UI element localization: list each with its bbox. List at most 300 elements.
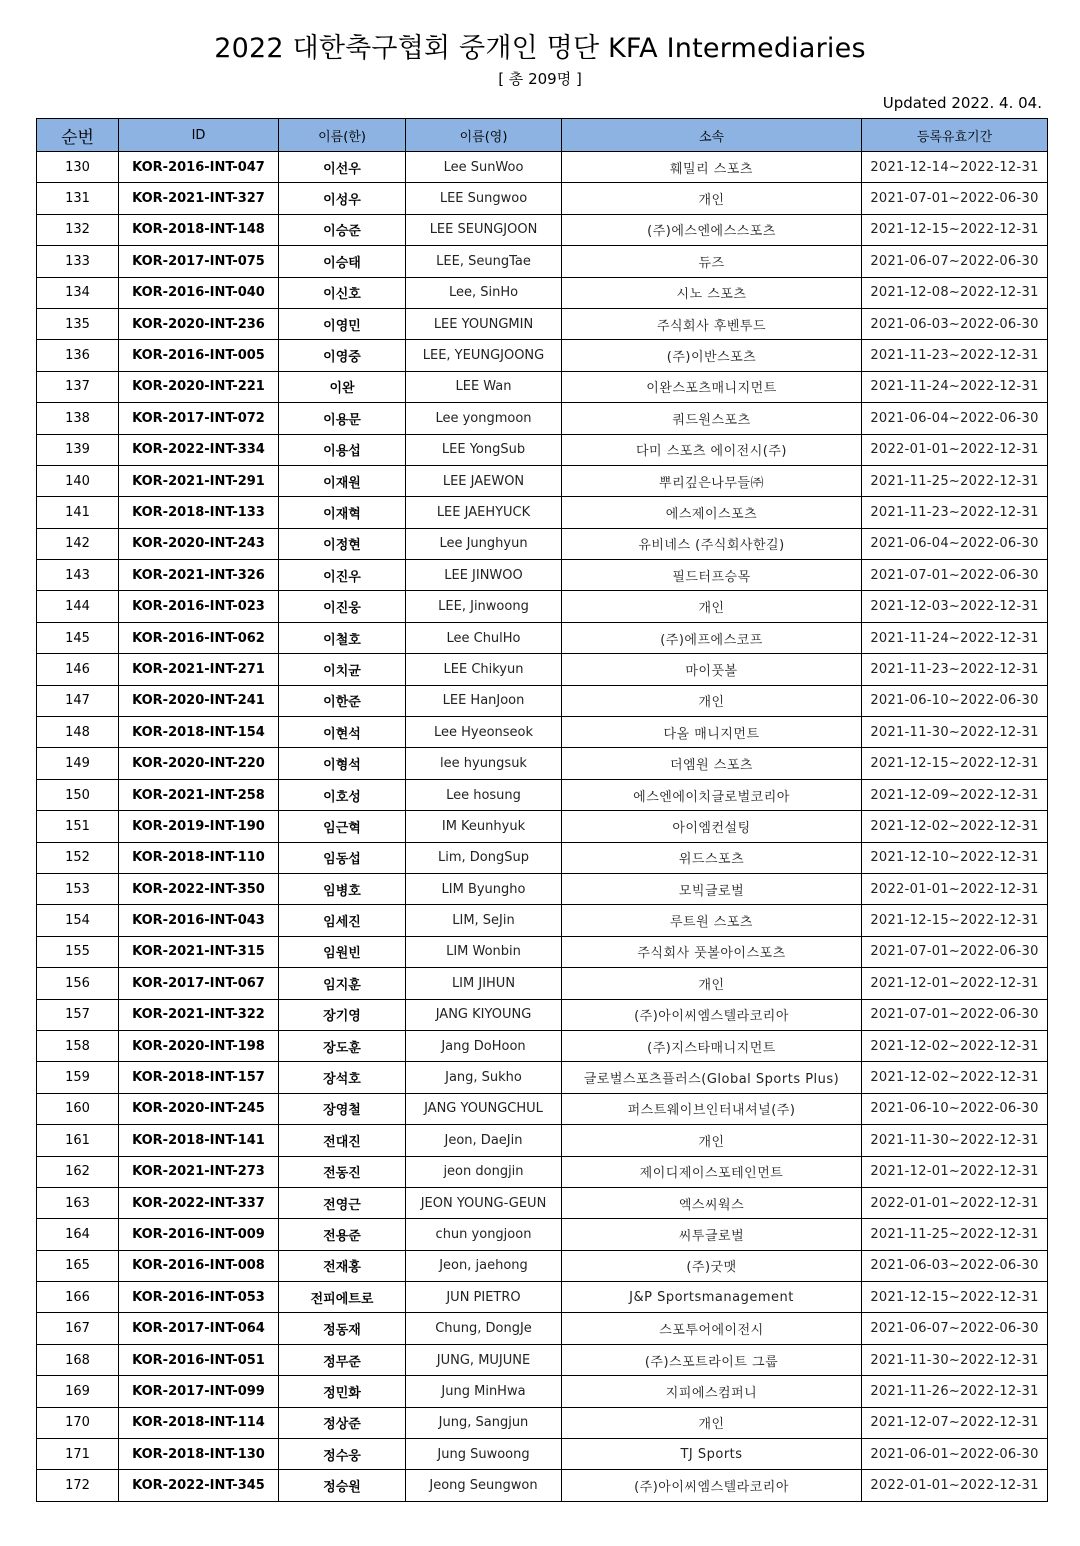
korean-name-cell: 임동섭 xyxy=(279,842,406,873)
column-header-registration-period: 등록유효기간 xyxy=(862,119,1048,152)
row-number-cell: 137 xyxy=(37,371,119,402)
korean-name-cell: 정상준 xyxy=(279,1407,406,1438)
row-number-cell: 132 xyxy=(37,214,119,245)
affiliation-cell: 시노 스포츠 xyxy=(562,277,862,308)
affiliation-cell: (주)아이씨엠스텔라코리아 xyxy=(562,999,862,1030)
row-number-cell: 153 xyxy=(37,873,119,904)
row-number-cell: 151 xyxy=(37,811,119,842)
intermediary-id-cell: KOR-2016-INT-023 xyxy=(119,591,279,622)
intermediary-id-cell: KOR-2019-INT-190 xyxy=(119,811,279,842)
registration-period-cell: 2021-11-30~2022-12-31 xyxy=(862,717,1048,748)
intermediary-id-cell: KOR-2017-INT-072 xyxy=(119,403,279,434)
registration-period-cell: 2021-11-25~2022-12-31 xyxy=(862,1219,1048,1250)
table-body xyxy=(37,152,1048,1502)
registration-period-cell: 2021-12-03~2022-12-31 xyxy=(862,591,1048,622)
registration-period-cell: 2021-11-24~2022-12-31 xyxy=(862,371,1048,402)
table-row xyxy=(37,246,1048,277)
row-number-cell: 138 xyxy=(37,403,119,434)
korean-name-cell: 전대진 xyxy=(279,1125,406,1156)
korean-name-cell: 이정현 xyxy=(279,528,406,559)
table-row xyxy=(37,308,1048,339)
english-name-cell: LEE, SeungTae xyxy=(406,246,562,277)
korean-name-cell: 이한준 xyxy=(279,685,406,716)
korean-name-cell: 전용준 xyxy=(279,1219,406,1250)
intermediary-id-cell: KOR-2016-INT-053 xyxy=(119,1282,279,1313)
registration-period-cell: 2021-07-01~2022-06-30 xyxy=(862,560,1048,591)
korean-name-cell: 이현석 xyxy=(279,717,406,748)
english-name-cell: LEE Chikyun xyxy=(406,654,562,685)
intermediary-id-cell: KOR-2021-INT-322 xyxy=(119,999,279,1030)
table-row xyxy=(37,528,1048,559)
affiliation-cell: 다올 매니지먼트 xyxy=(562,717,862,748)
row-number-cell: 159 xyxy=(37,1062,119,1093)
affiliation-cell: 개인 xyxy=(562,685,862,716)
row-number-cell: 167 xyxy=(37,1313,119,1344)
registration-period-cell: 2021-06-07~2022-06-30 xyxy=(862,1313,1048,1344)
intermediary-id-cell: KOR-2020-INT-245 xyxy=(119,1093,279,1124)
table-row xyxy=(37,152,1048,183)
updated-date: Updated 2022. 4. 04. xyxy=(882,94,1042,112)
table-row xyxy=(37,654,1048,685)
registration-period-cell: 2021-11-30~2022-12-31 xyxy=(862,1125,1048,1156)
korean-name-cell: 이선우 xyxy=(279,152,406,183)
english-name-cell: Jeong Seungwon xyxy=(406,1470,562,1501)
intermediary-id-cell: KOR-2022-INT-350 xyxy=(119,873,279,904)
affiliation-cell: 주식회사 후벤투드 xyxy=(562,308,862,339)
affiliation-cell: 주식회사 풋볼아이스포츠 xyxy=(562,936,862,967)
affiliation-cell: 필드터프승목 xyxy=(562,560,862,591)
korean-name-cell: 이재혁 xyxy=(279,497,406,528)
intermediary-id-cell: KOR-2020-INT-198 xyxy=(119,1030,279,1061)
row-number-cell: 168 xyxy=(37,1344,119,1375)
english-name-cell: Jang, Sukho xyxy=(406,1062,562,1093)
affiliation-cell: TJ Sports xyxy=(562,1439,862,1470)
registration-period-cell: 2021-06-10~2022-06-30 xyxy=(862,1093,1048,1124)
intermediary-id-cell: KOR-2020-INT-243 xyxy=(119,528,279,559)
affiliation-cell: 루트원 스포츠 xyxy=(562,905,862,936)
affiliation-cell: 지피에스컴퍼니 xyxy=(562,1376,862,1407)
intermediary-id-cell: KOR-2016-INT-047 xyxy=(119,152,279,183)
registration-period-cell: 2021-12-14~2022-12-31 xyxy=(862,152,1048,183)
table-row xyxy=(37,748,1048,779)
english-name-cell: LEE JAEHYUCK xyxy=(406,497,562,528)
table-row xyxy=(37,622,1048,653)
korean-name-cell: 이진웅 xyxy=(279,591,406,622)
row-number-cell: 140 xyxy=(37,465,119,496)
english-name-cell: LIM, SeJin xyxy=(406,905,562,936)
table-row xyxy=(37,1187,1048,1218)
registration-period-cell: 2021-12-01~2022-12-31 xyxy=(862,968,1048,999)
intermediary-id-cell: KOR-2020-INT-236 xyxy=(119,308,279,339)
row-number-cell: 166 xyxy=(37,1282,119,1313)
english-name-cell: LEE HanJoon xyxy=(406,685,562,716)
korean-name-cell: 임세진 xyxy=(279,905,406,936)
intermediary-id-cell: KOR-2018-INT-154 xyxy=(119,717,279,748)
english-name-cell: Jeon, jaehong xyxy=(406,1250,562,1281)
intermediary-id-cell: KOR-2018-INT-141 xyxy=(119,1125,279,1156)
table-row xyxy=(37,1219,1048,1250)
affiliation-cell: (주)에프에스코프 xyxy=(562,622,862,653)
intermediary-id-cell: KOR-2022-INT-345 xyxy=(119,1470,279,1501)
table-row xyxy=(37,905,1048,936)
korean-name-cell: 이완 xyxy=(279,371,406,402)
english-name-cell: LIM Wonbin xyxy=(406,936,562,967)
intermediary-id-cell: KOR-2016-INT-040 xyxy=(119,277,279,308)
table-row xyxy=(37,685,1048,716)
registration-period-cell: 2021-11-23~2022-12-31 xyxy=(862,654,1048,685)
english-name-cell: chun yongjoon xyxy=(406,1219,562,1250)
registration-period-cell: 2021-11-23~2022-12-31 xyxy=(862,497,1048,528)
registration-period-cell: 2021-11-23~2022-12-31 xyxy=(862,340,1048,371)
row-number-cell: 152 xyxy=(37,842,119,873)
table-row xyxy=(37,1250,1048,1281)
affiliation-cell: 쿼드원스포츠 xyxy=(562,403,862,434)
table-row xyxy=(37,717,1048,748)
table-row xyxy=(37,873,1048,904)
registration-period-cell: 2021-12-01~2022-12-31 xyxy=(862,1156,1048,1187)
korean-name-cell: 이치균 xyxy=(279,654,406,685)
english-name-cell: Lee Hyeonseok xyxy=(406,717,562,748)
affiliation-cell: 뿌리깊은나무들㈜ xyxy=(562,465,862,496)
intermediaries-table xyxy=(36,118,1048,1502)
english-name-cell: Lee yongmoon xyxy=(406,403,562,434)
intermediary-id-cell: KOR-2021-INT-291 xyxy=(119,465,279,496)
intermediary-id-cell: KOR-2021-INT-271 xyxy=(119,654,279,685)
row-number-cell: 149 xyxy=(37,748,119,779)
registration-period-cell: 2021-07-01~2022-06-30 xyxy=(862,936,1048,967)
column-header-korean-name: 이름(한) xyxy=(279,119,406,152)
affiliation-cell: (주)스포트라이트 그룹 xyxy=(562,1344,862,1375)
intermediary-id-cell: KOR-2017-INT-067 xyxy=(119,968,279,999)
row-number-cell: 147 xyxy=(37,685,119,716)
registration-period-cell: 2022-01-01~2022-12-31 xyxy=(862,873,1048,904)
registration-period-cell: 2021-12-02~2022-12-31 xyxy=(862,1030,1048,1061)
affiliation-cell: 개인 xyxy=(562,1407,862,1438)
registration-period-cell: 2021-12-15~2022-12-31 xyxy=(862,1282,1048,1313)
affiliation-cell: 글로벌스포츠플러스(Global Sports Plus) xyxy=(562,1062,862,1093)
affiliation-cell: 개인 xyxy=(562,1125,862,1156)
total-count: [ 총 209명 ] xyxy=(498,70,582,88)
affiliation-cell: (주)아이씨엠스텔라코리아 xyxy=(562,1470,862,1501)
table-row xyxy=(37,1313,1048,1344)
registration-period-cell: 2022-01-01~2022-12-31 xyxy=(862,1187,1048,1218)
korean-name-cell: 전재홍 xyxy=(279,1250,406,1281)
registration-period-cell: 2021-12-08~2022-12-31 xyxy=(862,277,1048,308)
table-row xyxy=(37,403,1048,434)
korean-name-cell: 정무준 xyxy=(279,1344,406,1375)
affiliation-cell: 모빅글로벌 xyxy=(562,873,862,904)
english-name-cell: LEE SEUNGJOON xyxy=(406,214,562,245)
korean-name-cell: 전동진 xyxy=(279,1156,406,1187)
column-header-affiliation: 소속 xyxy=(562,119,862,152)
korean-name-cell: 이형석 xyxy=(279,748,406,779)
registration-period-cell: 2021-12-10~2022-12-31 xyxy=(862,842,1048,873)
registration-period-cell: 2021-06-03~2022-06-30 xyxy=(862,308,1048,339)
intermediary-id-cell: KOR-2016-INT-062 xyxy=(119,622,279,653)
row-number-cell: 171 xyxy=(37,1439,119,1470)
registration-period-cell: 2021-11-24~2022-12-31 xyxy=(862,622,1048,653)
korean-name-cell: 정수웅 xyxy=(279,1439,406,1470)
english-name-cell: LEE YongSub xyxy=(406,434,562,465)
affiliation-cell: (주)굿맷 xyxy=(562,1250,862,1281)
intermediary-id-cell: KOR-2018-INT-110 xyxy=(119,842,279,873)
table-row xyxy=(37,434,1048,465)
affiliation-cell: 유비네스 (주식회사한길) xyxy=(562,528,862,559)
registration-period-cell: 2021-07-01~2022-06-30 xyxy=(862,999,1048,1030)
row-number-cell: 146 xyxy=(37,654,119,685)
row-number-cell: 164 xyxy=(37,1219,119,1250)
intermediary-id-cell: KOR-2018-INT-133 xyxy=(119,497,279,528)
table-row xyxy=(37,1093,1048,1124)
registration-period-cell: 2021-06-01~2022-06-30 xyxy=(862,1439,1048,1470)
registration-period-cell: 2022-01-01~2022-12-31 xyxy=(862,1470,1048,1501)
korean-name-cell: 이영민 xyxy=(279,308,406,339)
table-row xyxy=(37,1282,1048,1313)
korean-name-cell: 이용섭 xyxy=(279,434,406,465)
registration-period-cell: 2021-06-04~2022-06-30 xyxy=(862,403,1048,434)
registration-period-cell: 2021-11-26~2022-12-31 xyxy=(862,1376,1048,1407)
row-number-cell: 154 xyxy=(37,905,119,936)
english-name-cell: Lim, DongSup xyxy=(406,842,562,873)
row-number-cell: 142 xyxy=(37,528,119,559)
row-number-cell: 160 xyxy=(37,1093,119,1124)
table-row xyxy=(37,936,1048,967)
korean-name-cell: 이철호 xyxy=(279,622,406,653)
affiliation-cell: 제이디제이스포테인먼트 xyxy=(562,1156,862,1187)
affiliation-cell: 이완스포츠매니지먼트 xyxy=(562,371,862,402)
row-number-cell: 163 xyxy=(37,1187,119,1218)
intermediary-id-cell: KOR-2018-INT-148 xyxy=(119,214,279,245)
registration-period-cell: 2021-06-10~2022-06-30 xyxy=(862,685,1048,716)
row-number-cell: 170 xyxy=(37,1407,119,1438)
table-row xyxy=(37,1376,1048,1407)
korean-name-cell: 장기영 xyxy=(279,999,406,1030)
row-number-cell: 161 xyxy=(37,1125,119,1156)
english-name-cell: LEE YOUNGMIN xyxy=(406,308,562,339)
registration-period-cell: 2021-12-07~2022-12-31 xyxy=(862,1407,1048,1438)
korean-name-cell: 장도훈 xyxy=(279,1030,406,1061)
english-name-cell: LEE Wan xyxy=(406,371,562,402)
registration-period-cell: 2021-06-07~2022-06-30 xyxy=(862,246,1048,277)
korean-name-cell: 이용문 xyxy=(279,403,406,434)
intermediary-id-cell: KOR-2021-INT-273 xyxy=(119,1156,279,1187)
korean-name-cell: 전피에트로 xyxy=(279,1282,406,1313)
affiliation-cell: 위드스포츠 xyxy=(562,842,862,873)
table-row xyxy=(37,214,1048,245)
row-number-cell: 148 xyxy=(37,717,119,748)
affiliation-cell: 스포투어에이전시 xyxy=(562,1313,862,1344)
english-name-cell: Jung, Sangjun xyxy=(406,1407,562,1438)
registration-period-cell: 2021-07-01~2022-06-30 xyxy=(862,183,1048,214)
table-row xyxy=(37,371,1048,402)
affiliation-cell: 에스엔에이치글로벌코리아 xyxy=(562,779,862,810)
registration-period-cell: 2022-01-01~2022-12-31 xyxy=(862,434,1048,465)
row-number-cell: 139 xyxy=(37,434,119,465)
english-name-cell: JEON YOUNG-GEUN xyxy=(406,1187,562,1218)
table-row xyxy=(37,1439,1048,1470)
korean-name-cell: 정민화 xyxy=(279,1376,406,1407)
english-name-cell: LEE Sungwoo xyxy=(406,183,562,214)
table-row xyxy=(37,560,1048,591)
korean-name-cell: 장영철 xyxy=(279,1093,406,1124)
english-name-cell: Lee ChulHo xyxy=(406,622,562,653)
english-name-cell: Jang DoHoon xyxy=(406,1030,562,1061)
korean-name-cell: 임지훈 xyxy=(279,968,406,999)
header-row xyxy=(37,119,1048,152)
table-header xyxy=(37,119,1048,152)
registration-period-cell: 2021-06-04~2022-06-30 xyxy=(862,528,1048,559)
english-name-cell: JANG YOUNGCHUL xyxy=(406,1093,562,1124)
affiliation-cell: 엑스씨웍스 xyxy=(562,1187,862,1218)
intermediary-id-cell: KOR-2018-INT-130 xyxy=(119,1439,279,1470)
intermediary-id-cell: KOR-2016-INT-009 xyxy=(119,1219,279,1250)
english-name-cell: Lee SunWoo xyxy=(406,152,562,183)
table-row xyxy=(37,842,1048,873)
affiliation-cell: 개인 xyxy=(562,968,862,999)
row-number-cell: 169 xyxy=(37,1376,119,1407)
row-number-cell: 155 xyxy=(37,936,119,967)
affiliation-cell: (주)이반스포츠 xyxy=(562,340,862,371)
affiliation-cell: 개인 xyxy=(562,591,862,622)
korean-name-cell: 이신호 xyxy=(279,277,406,308)
registration-period-cell: 2021-12-02~2022-12-31 xyxy=(862,1062,1048,1093)
english-name-cell: LEE JINWOO xyxy=(406,560,562,591)
intermediary-id-cell: KOR-2022-INT-334 xyxy=(119,434,279,465)
affiliation-cell: (주)에스엔에스스포츠 xyxy=(562,214,862,245)
registration-period-cell: 2021-12-02~2022-12-31 xyxy=(862,811,1048,842)
english-name-cell: JUNG, MUJUNE xyxy=(406,1344,562,1375)
row-number-cell: 157 xyxy=(37,999,119,1030)
table-row xyxy=(37,811,1048,842)
row-number-cell: 150 xyxy=(37,779,119,810)
table-row xyxy=(37,779,1048,810)
korean-name-cell: 전영근 xyxy=(279,1187,406,1218)
affiliation-cell: 씨투글로벌 xyxy=(562,1219,862,1250)
page-title: 2022 대한축구협회 중개인 명단 KFA Intermediaries xyxy=(214,33,866,64)
intermediary-id-cell: KOR-2016-INT-008 xyxy=(119,1250,279,1281)
registration-period-cell: 2021-12-15~2022-12-31 xyxy=(862,905,1048,936)
intermediary-id-cell: KOR-2021-INT-326 xyxy=(119,560,279,591)
column-header-number: 순번 xyxy=(37,119,119,152)
row-number-cell: 135 xyxy=(37,308,119,339)
intermediary-id-cell: KOR-2021-INT-327 xyxy=(119,183,279,214)
korean-name-cell: 이영중 xyxy=(279,340,406,371)
registration-period-cell: 2021-11-25~2022-12-31 xyxy=(862,465,1048,496)
intermediary-id-cell: KOR-2017-INT-075 xyxy=(119,246,279,277)
table-row xyxy=(37,999,1048,1030)
english-name-cell: Lee, SinHo xyxy=(406,277,562,308)
table-row xyxy=(37,497,1048,528)
english-name-cell: Lee hosung xyxy=(406,779,562,810)
row-number-cell: 144 xyxy=(37,591,119,622)
row-number-cell: 156 xyxy=(37,968,119,999)
intermediary-id-cell: KOR-2018-INT-114 xyxy=(119,1407,279,1438)
table-row xyxy=(37,465,1048,496)
intermediary-id-cell: KOR-2016-INT-005 xyxy=(119,340,279,371)
row-number-cell: 165 xyxy=(37,1250,119,1281)
english-name-cell: Lee Junghyun xyxy=(406,528,562,559)
korean-name-cell: 이성우 xyxy=(279,183,406,214)
registration-period-cell: 2021-12-15~2022-12-31 xyxy=(862,214,1048,245)
column-header-id: ID xyxy=(119,119,279,152)
korean-name-cell: 이진우 xyxy=(279,560,406,591)
intermediary-id-cell: KOR-2020-INT-220 xyxy=(119,748,279,779)
row-number-cell: 162 xyxy=(37,1156,119,1187)
row-number-cell: 172 xyxy=(37,1470,119,1501)
table-row xyxy=(37,591,1048,622)
table-row xyxy=(37,1470,1048,1501)
english-name-cell: LEE JAEWON xyxy=(406,465,562,496)
registration-period-cell: 2021-06-03~2022-06-30 xyxy=(862,1250,1048,1281)
table-row xyxy=(37,1344,1048,1375)
affiliation-cell: 에스제이스포츠 xyxy=(562,497,862,528)
english-name-cell: LIM Byungho xyxy=(406,873,562,904)
intermediary-id-cell: KOR-2016-INT-051 xyxy=(119,1344,279,1375)
affiliation-cell: 퍼스트웨이브인터내셔널(주) xyxy=(562,1093,862,1124)
column-header-english-name: 이름(영) xyxy=(406,119,562,152)
affiliation-cell: 다미 스포츠 에이전시(주) xyxy=(562,434,862,465)
row-number-cell: 133 xyxy=(37,246,119,277)
intermediary-id-cell: KOR-2016-INT-043 xyxy=(119,905,279,936)
row-number-cell: 143 xyxy=(37,560,119,591)
korean-name-cell: 이호성 xyxy=(279,779,406,810)
english-name-cell: jeon dongjin xyxy=(406,1156,562,1187)
english-name-cell: LIM JIHUN xyxy=(406,968,562,999)
korean-name-cell: 이승준 xyxy=(279,214,406,245)
table-row xyxy=(37,1407,1048,1438)
table-row xyxy=(37,183,1048,214)
english-name-cell: lee hyungsuk xyxy=(406,748,562,779)
table-row xyxy=(37,340,1048,371)
english-name-cell: Jeon, DaeJin xyxy=(406,1125,562,1156)
row-number-cell: 134 xyxy=(37,277,119,308)
intermediary-id-cell: KOR-2018-INT-157 xyxy=(119,1062,279,1093)
korean-name-cell: 이재원 xyxy=(279,465,406,496)
korean-name-cell: 정승원 xyxy=(279,1470,406,1501)
intermediary-id-cell: KOR-2017-INT-099 xyxy=(119,1376,279,1407)
intermediary-id-cell: KOR-2021-INT-258 xyxy=(119,779,279,810)
row-number-cell: 158 xyxy=(37,1030,119,1061)
affiliation-cell: (주)지스타매니지먼트 xyxy=(562,1030,862,1061)
english-name-cell: JANG KIYOUNG xyxy=(406,999,562,1030)
intermediary-id-cell: KOR-2017-INT-064 xyxy=(119,1313,279,1344)
table-row xyxy=(37,1125,1048,1156)
affiliation-cell: 아이엠컨설팅 xyxy=(562,811,862,842)
korean-name-cell: 임근혁 xyxy=(279,811,406,842)
affiliation-cell: 훼밀리 스포츠 xyxy=(562,152,862,183)
table-row xyxy=(37,1030,1048,1061)
affiliation-cell: 마이풋볼 xyxy=(562,654,862,685)
row-number-cell: 130 xyxy=(37,152,119,183)
korean-name-cell: 이승태 xyxy=(279,246,406,277)
english-name-cell: Jung Suwoong xyxy=(406,1439,562,1470)
row-number-cell: 136 xyxy=(37,340,119,371)
table-row xyxy=(37,968,1048,999)
affiliation-cell: J&P Sportsmanagement xyxy=(562,1282,862,1313)
english-name-cell: LEE, Jinwoong xyxy=(406,591,562,622)
english-name-cell: Chung, DongJe xyxy=(406,1313,562,1344)
intermediary-id-cell: KOR-2020-INT-221 xyxy=(119,371,279,402)
table-row xyxy=(37,1062,1048,1093)
affiliation-cell: 개인 xyxy=(562,183,862,214)
table-row xyxy=(37,277,1048,308)
row-number-cell: 141 xyxy=(37,497,119,528)
table-row xyxy=(37,1156,1048,1187)
registration-period-cell: 2021-11-30~2022-12-31 xyxy=(862,1344,1048,1375)
korean-name-cell: 정동재 xyxy=(279,1313,406,1344)
row-number-cell: 145 xyxy=(37,622,119,653)
intermediary-id-cell: KOR-2022-INT-337 xyxy=(119,1187,279,1218)
